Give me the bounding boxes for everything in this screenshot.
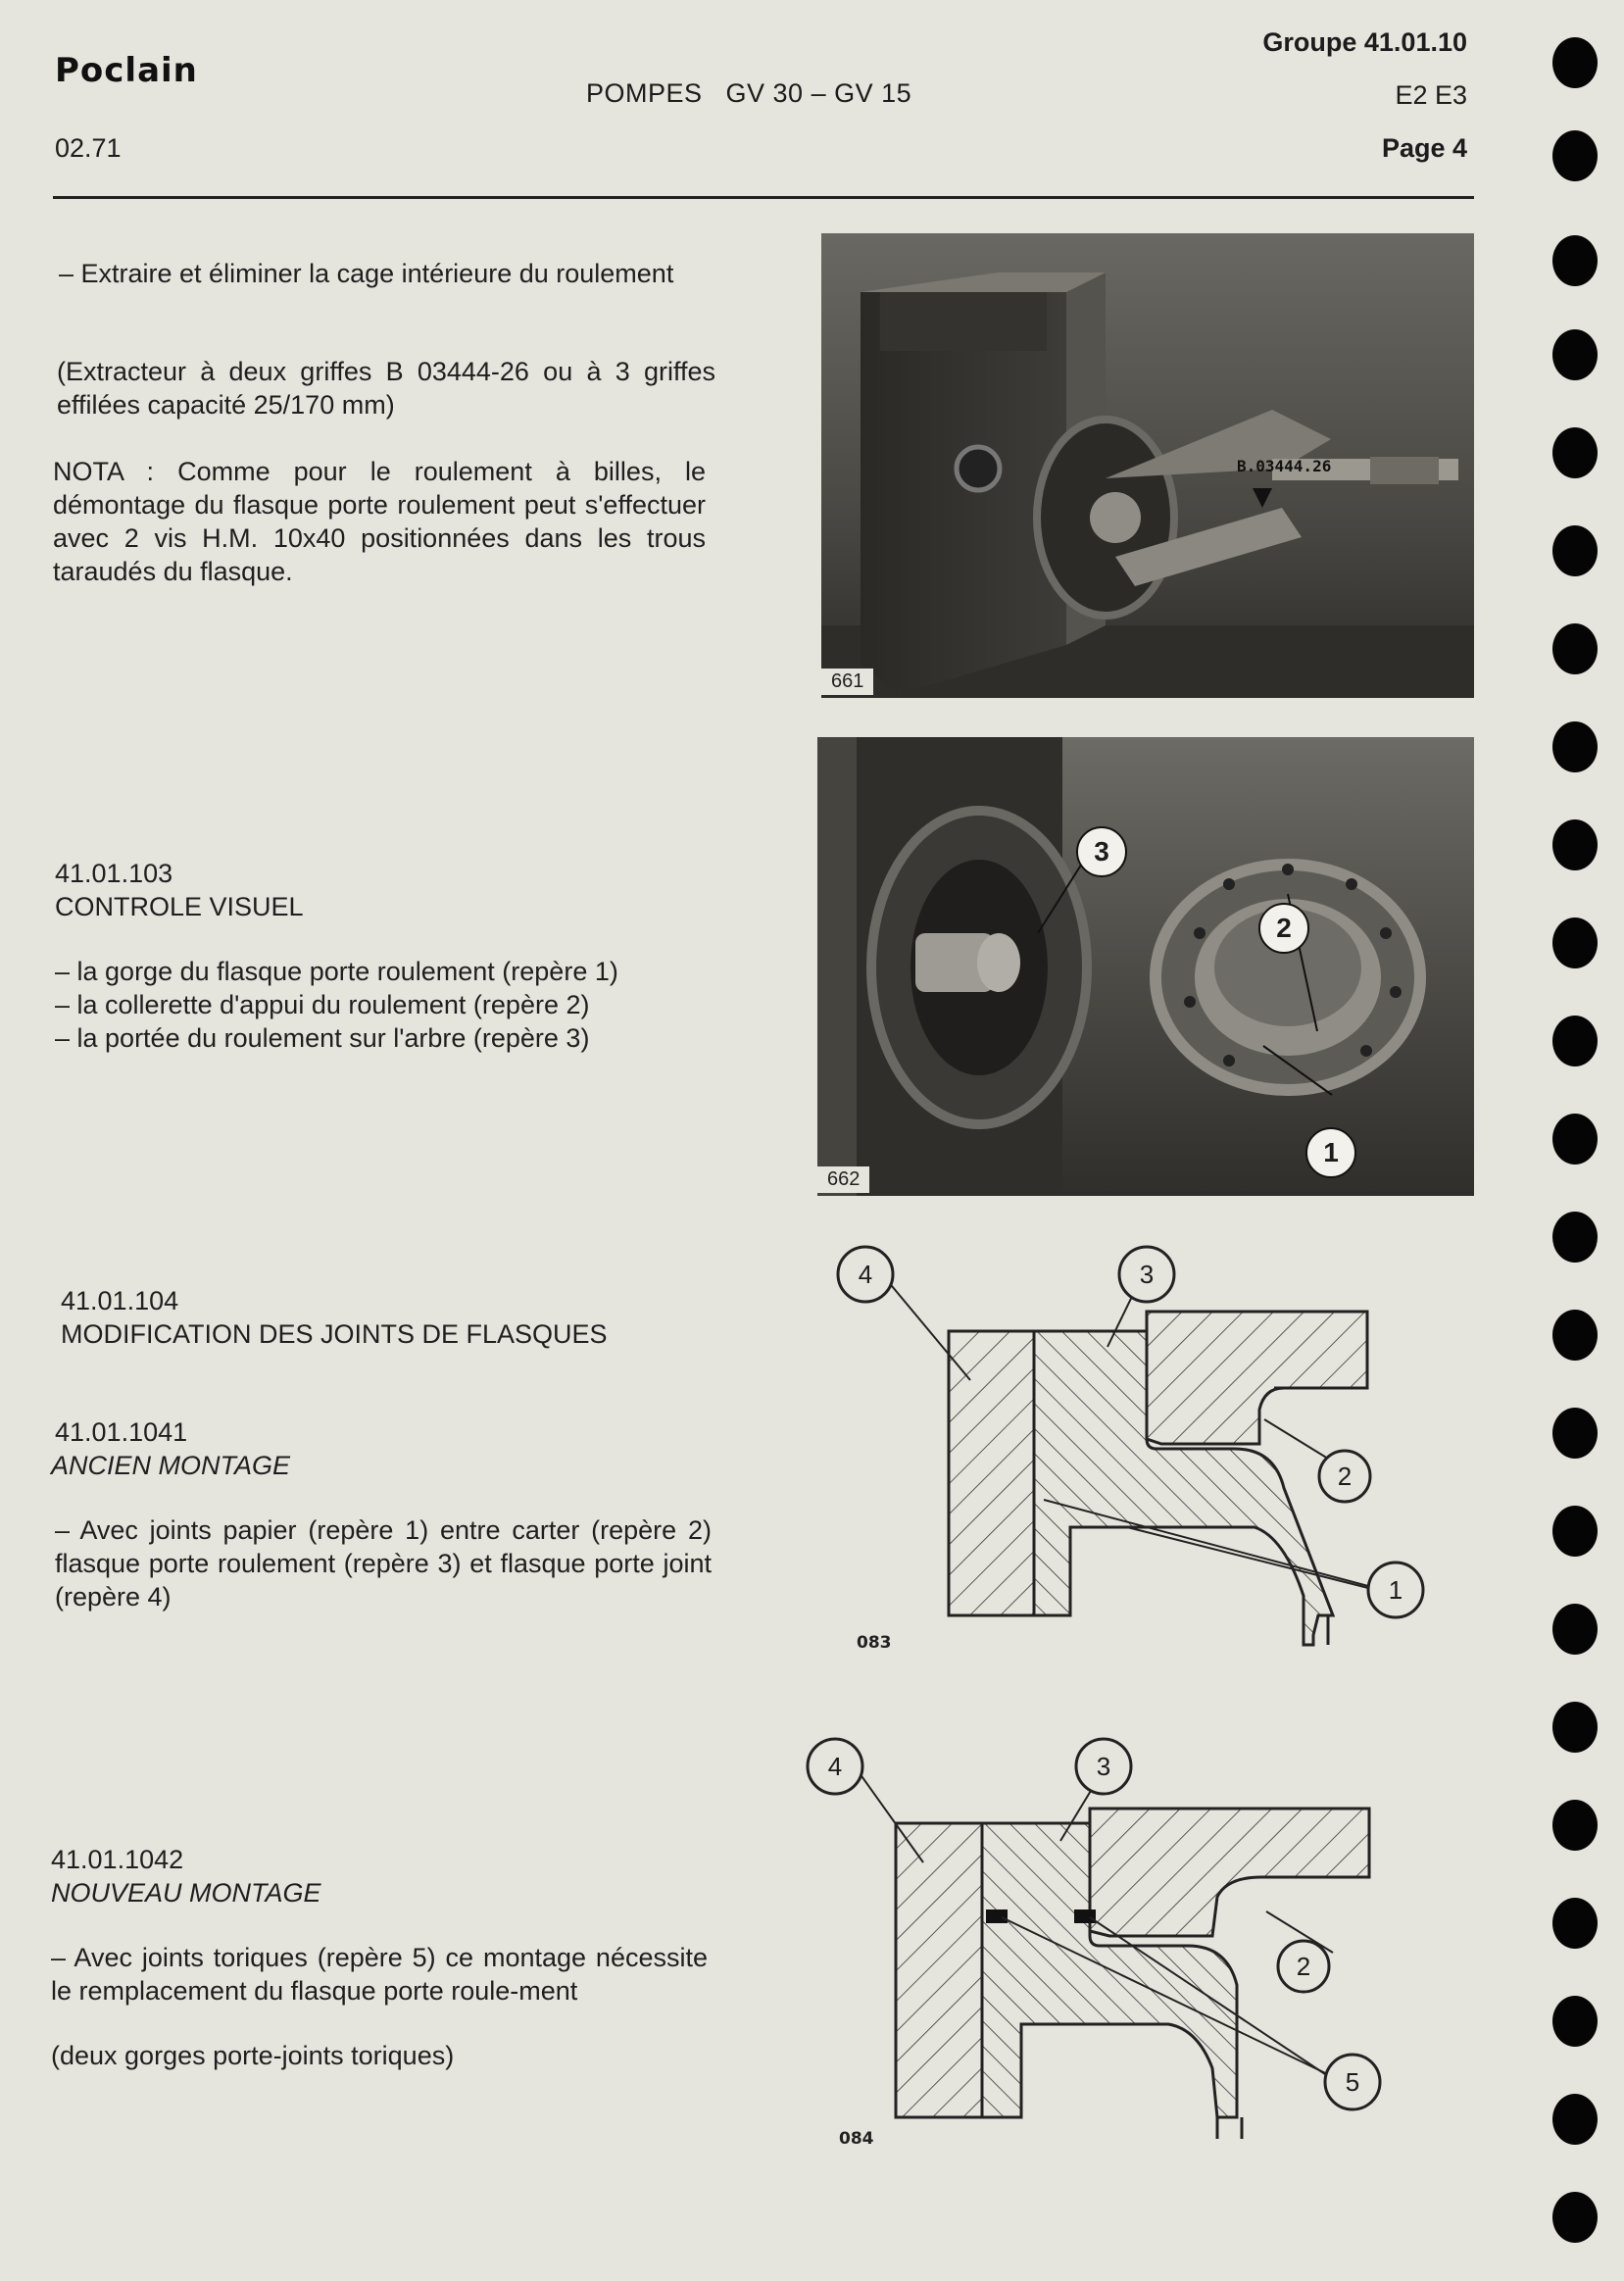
section-1041-number: 41.01.1041 — [55, 1417, 188, 1447]
binder-hole — [1552, 37, 1598, 88]
binder-hole — [1552, 1212, 1598, 1263]
section-1042-number: 41.01.1042 — [51, 1845, 184, 1874]
diagram1-marker-1: 1 — [1388, 1575, 1403, 1605]
binder-hole — [1552, 2094, 1598, 2145]
photo-bearing-extraction — [821, 233, 1474, 698]
nota-paragraph: NOTA : Comme pour le roulement à billes, le démontage du flasque porte roulement peut s'effectuer avec 2 vis H.M. 10x40 positionnées dans les trous taraudés du flasque. — [53, 457, 706, 586]
section-103-number: 41.01.103 — [55, 859, 173, 888]
binder-hole — [1552, 721, 1598, 772]
check-item-2: – la collerette d'appui du roulement (repère 2) — [55, 990, 590, 1019]
document-date: 02.71 — [55, 133, 122, 163]
marker-2: 2 — [1276, 913, 1292, 943]
brand-logo: Poclain — [55, 51, 198, 90]
edition-code: E2 E3 — [1395, 80, 1467, 110]
header-rule — [53, 196, 1474, 199]
binder-hole — [1552, 1898, 1598, 1949]
section-1042-title: NOUVEAU MONTAGE — [51, 1878, 321, 1908]
section-1042-text: – Avec joints toriques (repère 5) ce montage nécessite le remplacement du flasque porte roule-ment — [51, 1943, 708, 2006]
binder-hole — [1552, 329, 1598, 380]
binder-hole — [1552, 1604, 1598, 1655]
marker-3: 3 — [1094, 836, 1109, 867]
group-number: Groupe 41.01.10 — [1262, 27, 1467, 57]
section-1041-text: – Avec joints papier (repère 1) entre carter (repère 2) flasque porte roulement (repère 3) et flasque porte joint (repère 4) — [55, 1515, 712, 1612]
section-104-number: 41.01.104 — [61, 1286, 179, 1315]
photo-caption-661: 661 — [821, 669, 873, 695]
section-103-title: CONTROLE VISUEL — [55, 892, 304, 921]
binder-hole — [1552, 130, 1598, 181]
page-number: Page 4 — [1381, 133, 1467, 163]
section-1041-title: ANCIEN MONTAGE — [51, 1451, 291, 1480]
diagram-caption-084: 084 — [839, 2129, 874, 2149]
binder-hole — [1552, 1996, 1598, 2047]
binder-hole — [1552, 1408, 1598, 1459]
diagram2-marker-3: 3 — [1096, 1752, 1111, 1781]
diagram2-marker-4: 4 — [827, 1752, 843, 1781]
photo-caption-662: 662 — [817, 1166, 869, 1193]
check-item-3: – la portée du roulement sur l'arbre (repère 3) — [55, 1023, 590, 1053]
binder-hole — [1552, 427, 1598, 478]
diagram1-marker-2: 2 — [1337, 1462, 1353, 1491]
binder-hole — [1552, 819, 1598, 870]
intro-paragraph-2: (Extracteur à deux griffes B 03444-26 ou à 3 griffes effilées capacité 25/170 mm) — [57, 357, 715, 420]
binder-hole — [1552, 235, 1598, 286]
diagram2-marker-2: 2 — [1296, 1952, 1311, 1981]
diagram-new-assembly — [796, 1735, 1451, 2157]
intro-paragraph-1: – Extraire et éliminer la cage intérieure du roulement — [59, 259, 674, 288]
diagram1-marker-4: 4 — [858, 1260, 873, 1289]
binder-hole — [1552, 1800, 1598, 1851]
document-title: POMPES GV 30 – GV 15 — [586, 78, 912, 108]
marker-1: 1 — [1323, 1137, 1339, 1167]
binder-hole — [1552, 1114, 1598, 1165]
binder-hole — [1552, 917, 1598, 968]
diagram1-marker-3: 3 — [1139, 1260, 1155, 1289]
binder-hole — [1552, 1506, 1598, 1557]
diagram-old-assembly — [823, 1243, 1451, 1662]
section-104-title: MODIFICATION DES JOINTS DE FLASQUES — [61, 1319, 608, 1349]
diagram-caption-083: 083 — [857, 1633, 892, 1653]
photo-visual-check — [817, 737, 1474, 1196]
tool-label: B.03444.26 — [1237, 457, 1332, 475]
diagram2-marker-5: 5 — [1345, 2067, 1360, 2097]
binder-hole — [1552, 525, 1598, 576]
binder-hole — [1552, 623, 1598, 674]
check-item-1: – la gorge du flasque porte roulement (repère 1) — [55, 957, 618, 986]
binder-hole — [1552, 1702, 1598, 1753]
binder-hole — [1552, 1016, 1598, 1066]
section-1042-text2: (deux gorges porte-joints toriques) — [51, 2041, 455, 2070]
binder-hole — [1552, 1310, 1598, 1361]
binder-hole — [1552, 2192, 1598, 2243]
